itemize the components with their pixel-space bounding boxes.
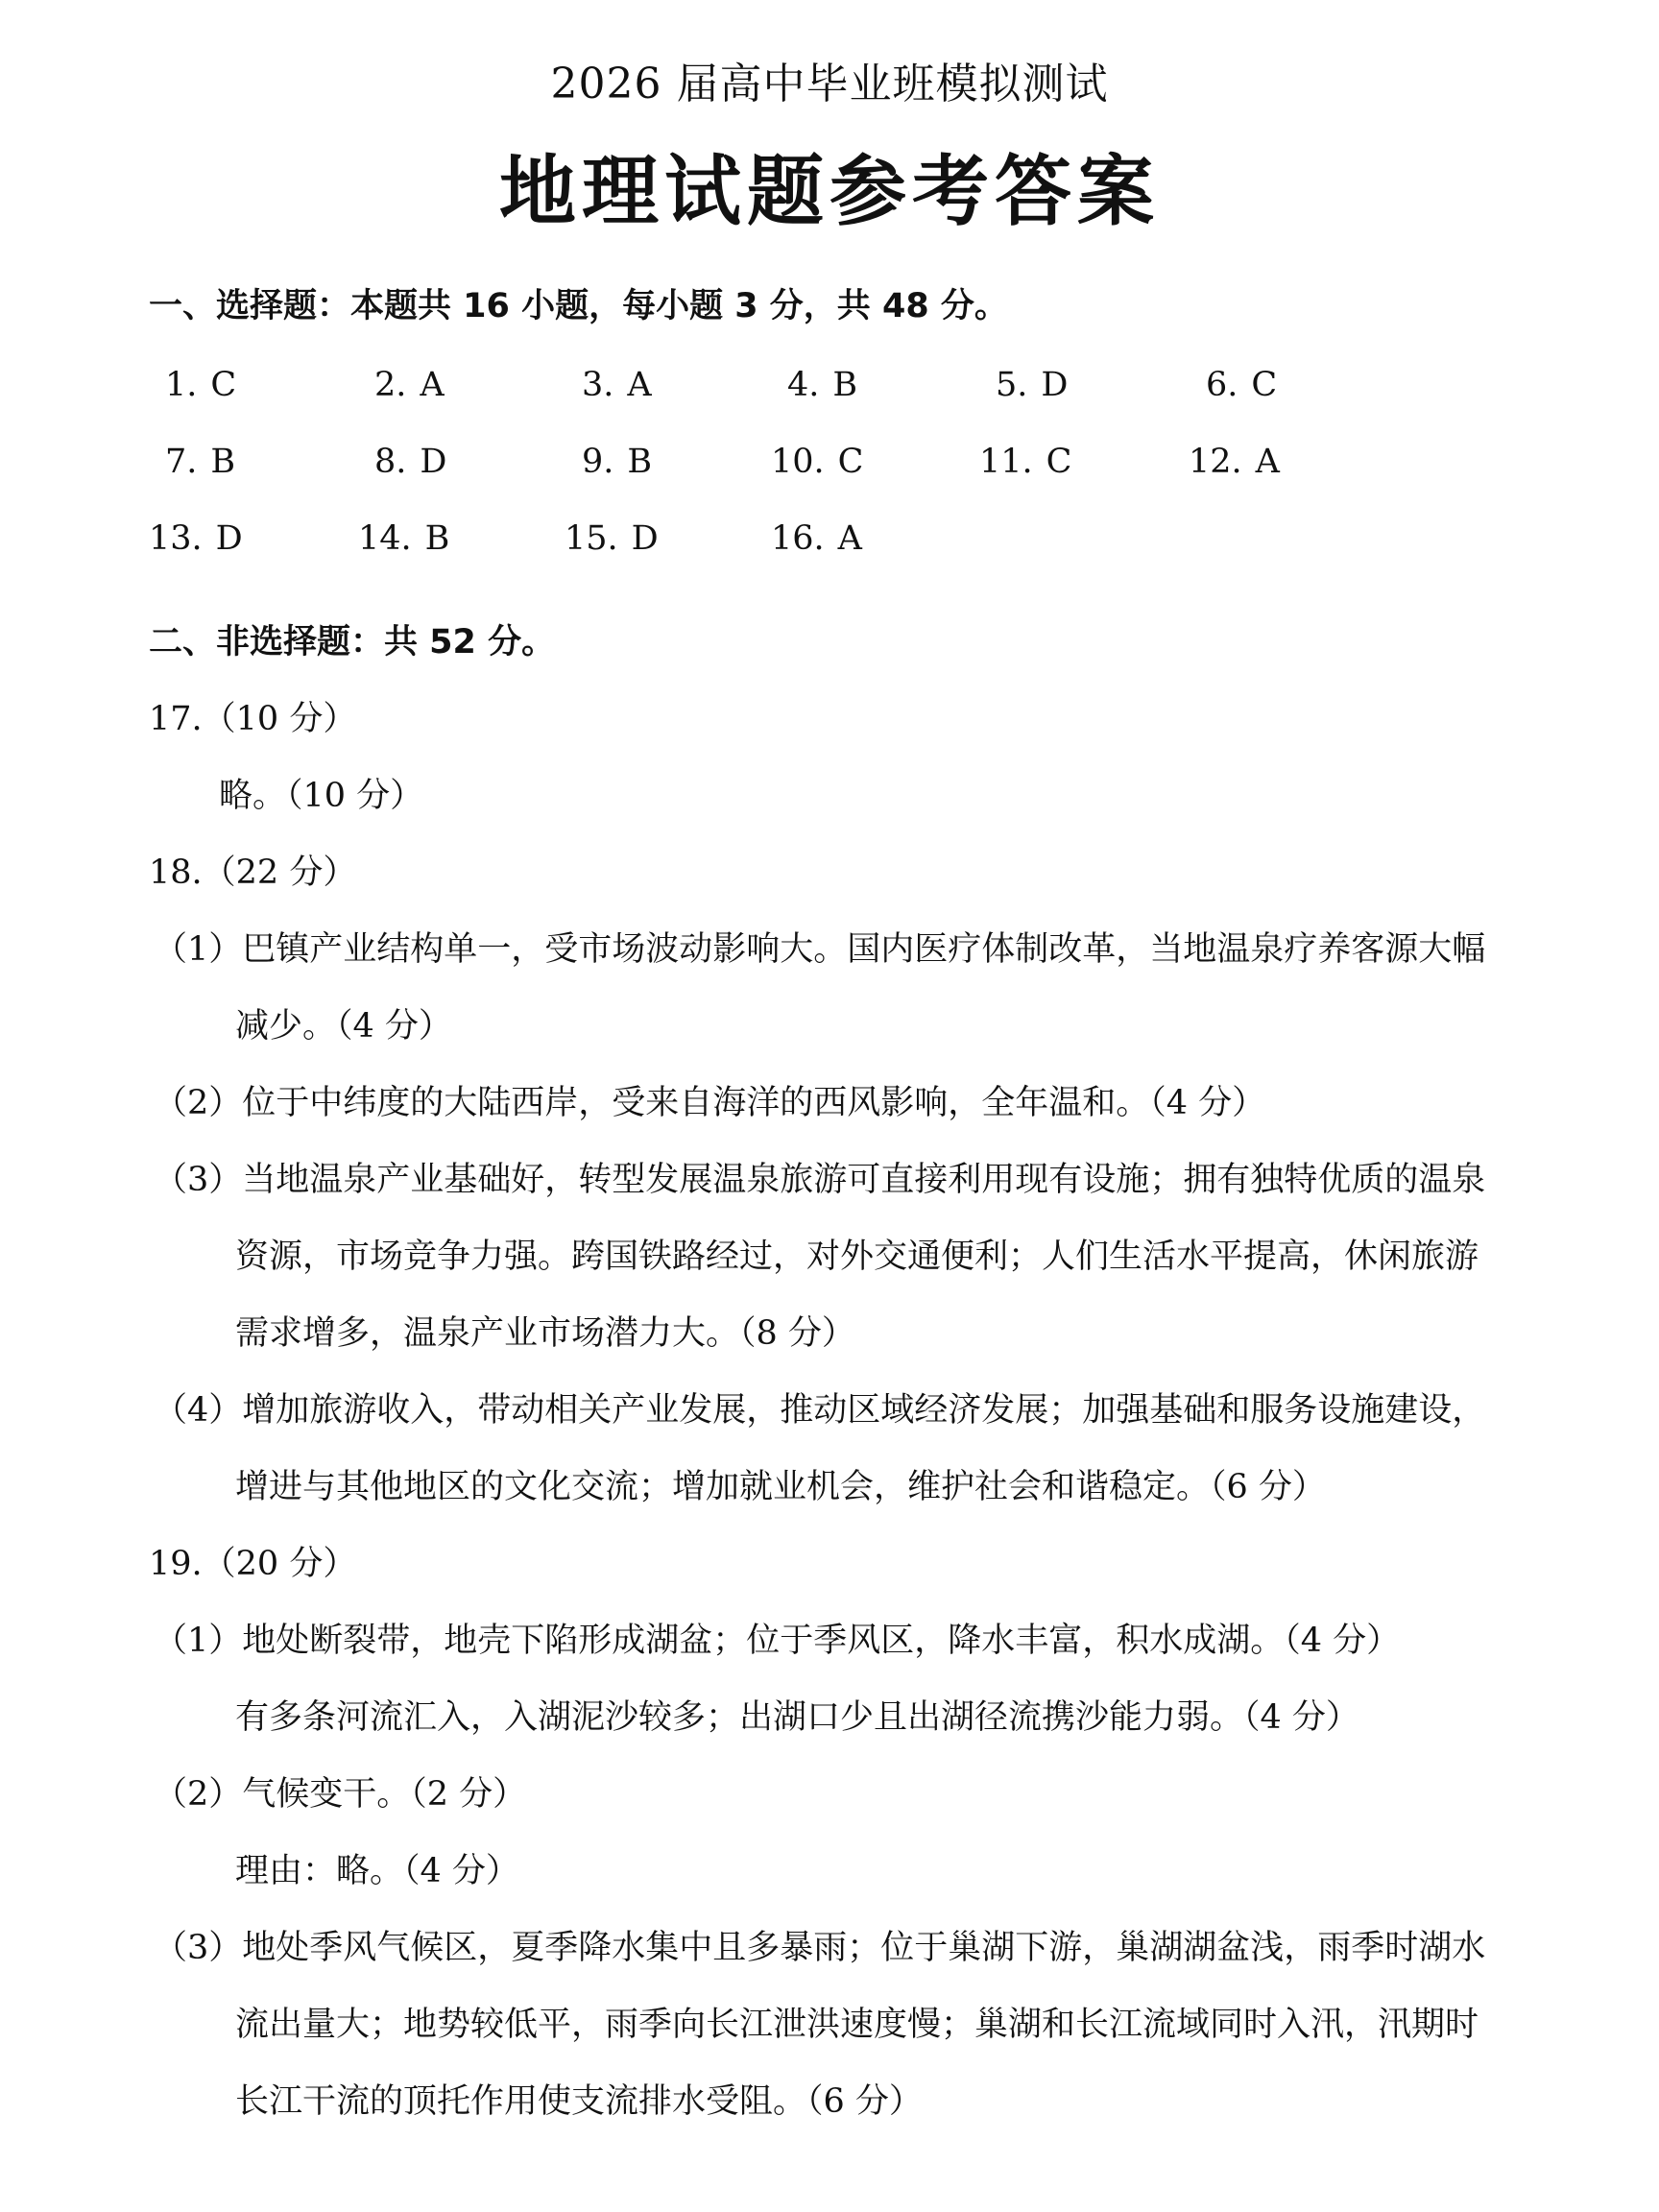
answer-item: 7. B xyxy=(165,443,236,481)
section2-heading: 二、非选择题：共 52 分。 xyxy=(149,623,556,661)
q19-part1-line2: 有多条河流汇入，入湖泥沙较多；出湖口少且出湖径流携沙能力弱。（4 分） xyxy=(235,1698,1359,1737)
answer-item: 5. D xyxy=(996,366,1069,404)
answer-item: 11. C xyxy=(979,443,1072,481)
q18-part4-line1: （4）增加旅游收入，带动相关产业发展，推动区域经济发展；加强基础和服务设施建设， xyxy=(154,1391,1486,1430)
q18-part4-line2: 增进与其他地区的文化交流；增加就业机会，维护社会和谐稳定。（6 分） xyxy=(235,1468,1326,1506)
q19-part3-line1: （3）地处季风气候区，夏季降水集中且多暴雨；位于巢湖下游，巢湖湖盆浅，雨季时湖水 xyxy=(154,1929,1486,1967)
question-17-title: 17.（10 分） xyxy=(149,700,357,738)
answer-item: 14. B xyxy=(358,519,450,558)
q18-part3-line2: 资源，市场竞争力强。跨国铁路经过，对外交通便利；人们生活水平提高，休闲旅游 xyxy=(235,1238,1479,1276)
q18-part2-line1: （2）位于中纬度的大陆西岸，受来自海洋的西风影响，全年温和。（4 分） xyxy=(154,1084,1266,1122)
answer-item: 10. C xyxy=(771,443,864,481)
answer-item: 8. D xyxy=(374,443,447,481)
answer-item: 12. A xyxy=(1189,443,1280,481)
q19-part2-line1: （2）气候变干。（2 分） xyxy=(154,1775,527,1814)
answer-item: 15. D xyxy=(565,519,659,558)
answer-item: 4. B xyxy=(787,366,858,404)
answer-item: 6. C xyxy=(1206,366,1278,404)
q18-part1-line1: （1）巴镇产业结构单一，受市场波动影响大。国内医疗体制改革，当地温泉疗养客源大幅 xyxy=(154,930,1486,969)
answer-item: 1. C xyxy=(165,366,237,404)
q19-part1-line1: （1）地处断裂带，地壳下陷形成湖盆；位于季风区，降水丰富，积水成湖。（4 分） xyxy=(154,1622,1401,1660)
answer-item: 13. D xyxy=(149,519,243,558)
answer-item: 2. A xyxy=(374,366,445,404)
q18-part3-line3: 需求增多，温泉产业市场潜力大。（8 分） xyxy=(235,1314,855,1353)
section1-heading: 一、选择题：本题共 16 小题，每小题 3 分，共 48 分。 xyxy=(149,287,1008,325)
question-18-title: 18.（22 分） xyxy=(149,854,357,892)
answer-item: 3. A xyxy=(582,366,652,404)
question-19-title: 19.（20 分） xyxy=(149,1545,357,1583)
answer-item: 16. A xyxy=(771,519,862,558)
page-title: 地理试题参考答案 xyxy=(499,147,1160,236)
answer-item: 9. B xyxy=(582,443,653,481)
q19-part3-line3: 长江干流的顶托作用使支流排水受阻。（6 分） xyxy=(235,2082,923,2121)
q19-part2-line2: 理由：略。（4 分） xyxy=(235,1852,519,1890)
question-17-answer: 略。（10 分） xyxy=(219,777,424,815)
q18-part1-line2: 减少。（4 分） xyxy=(235,1007,452,1046)
q19-part3-line2: 流出量大；地势较低平，雨季向长江泄洪速度慢；巢湖和长江流域同时入汛，汛期时 xyxy=(235,2006,1479,2044)
q18-part3-line1: （3）当地温泉产业基础好，转型发展温泉旅游可直接利用现有设施；拥有独特优质的温泉 xyxy=(154,1161,1486,1199)
exam-subtitle: 2026 届高中毕业班模拟测试 xyxy=(550,60,1109,108)
